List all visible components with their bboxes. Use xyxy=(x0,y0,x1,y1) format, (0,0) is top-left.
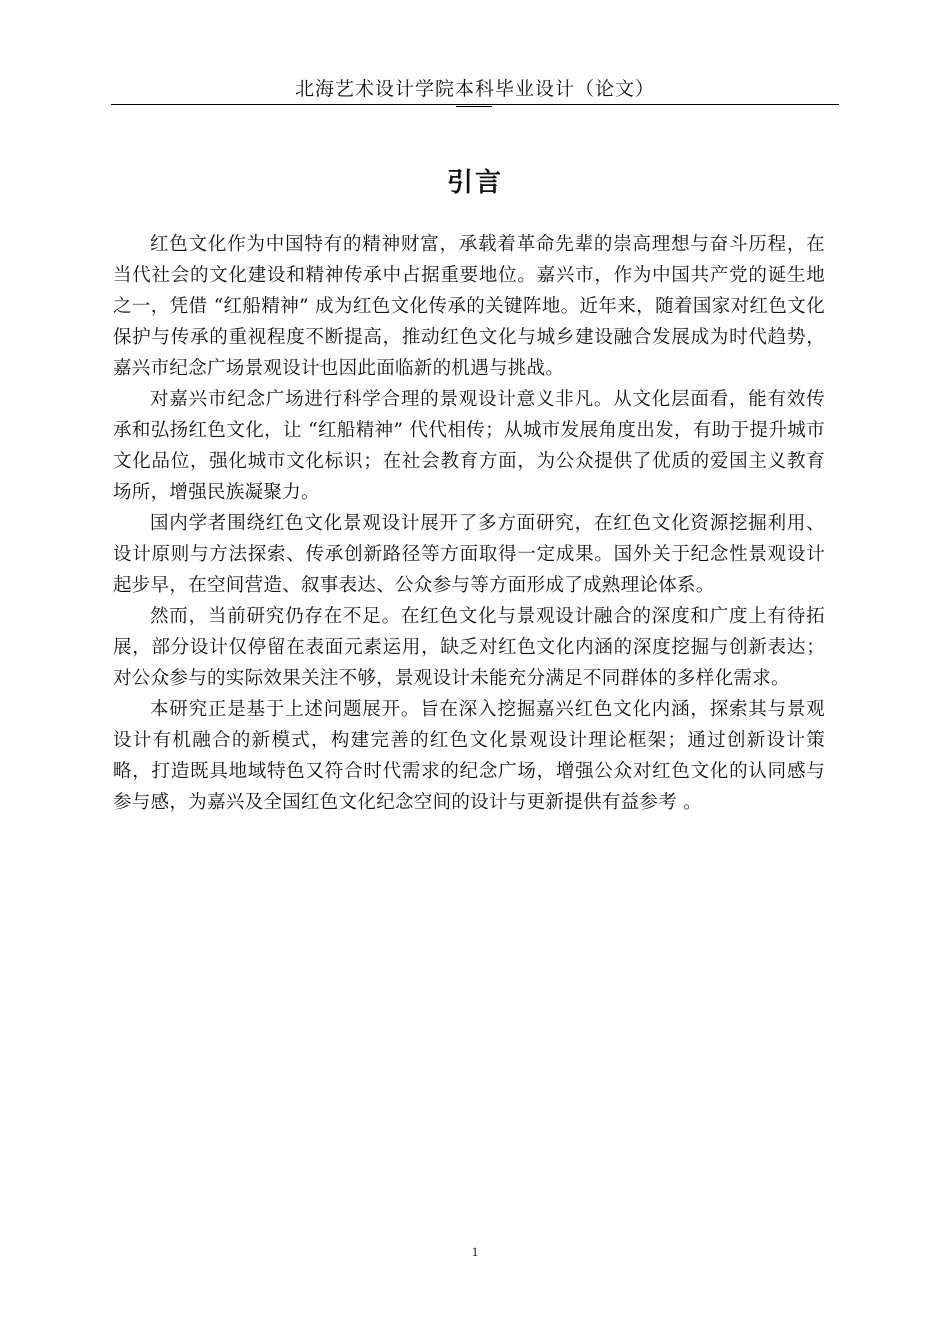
header-rule xyxy=(111,104,839,105)
paragraph-5: 本研究正是基于上述问题展开。旨在深入挖掘嘉兴红色文化内涵，探索其与景观设计有机融合的新模式，构建完善的红色文化景观设计理论框架；通过创新设计策略，打造既具地域特色又符合时代需求的纪念广场，增强公众对红色文化的认同感与参与感，为嘉兴及全国红色文化纪念空间的设计与更新提供有益参考 。 xyxy=(113,699,825,813)
paragraph-4: 然而，当前研究仍存在不足。在红色文化与景观设计融合的深度和广度上有待拓展，部分设计仅停留在表面元素运用，缺乏对红色文化内涵的深度挖掘与创新表达；对公众参与的实际效果关注不够，景观设计未能充分满足不同群体的多样化需求。 xyxy=(113,606,825,689)
paragraph-2: 对嘉兴市纪念广场进行科学合理的景观设计意义非凡。从文化层面看，能有效传承和弘扬红色文化，让 “红船精神” 代代相传；从城市发展角度出发，有助于提升城市文化品位，强化城市文化标识；在社会教育方面，为公众提供了优质的爱国主义教育场所，增强民族凝聚力。 xyxy=(113,389,825,503)
header-rule-tick xyxy=(456,106,492,107)
paragraph-1: 红色文化作为中国特有的精神财富，承载着革命先辈的崇高理想与奋斗历程，在当代社会的文化建设和精神传承中占据重要地位。嘉兴市，作为中国共产党的诞生地之一，凭借 “红船精神” 成为红色文化传承的关键阵地。近年来，随着国家对红色文化保护与传承的重视程度不断提高，推动红色文化与城乡建设融合发展成为时代趋势，嘉兴市纪念广场景观设计也因此面临新的机遇与挑战。 xyxy=(113,234,825,379)
paragraph-3: 国内学者围绕红色文化景观设计展开了多方面研究，在红色文化资源挖掘利用、设计原则与方法探索、传承创新路径等方面取得一定成果。国外关于纪念性景观设计起步早，在空间营造、叙事表达、公众参与等方面形成了成熟理论体系。 xyxy=(113,513,825,596)
section-title: 引言 xyxy=(446,168,503,198)
running-header: 北海艺术设计学院本科毕业设计（论文） xyxy=(294,78,655,100)
page-number: 1 xyxy=(471,1244,479,1259)
body-text xyxy=(113,229,825,818)
